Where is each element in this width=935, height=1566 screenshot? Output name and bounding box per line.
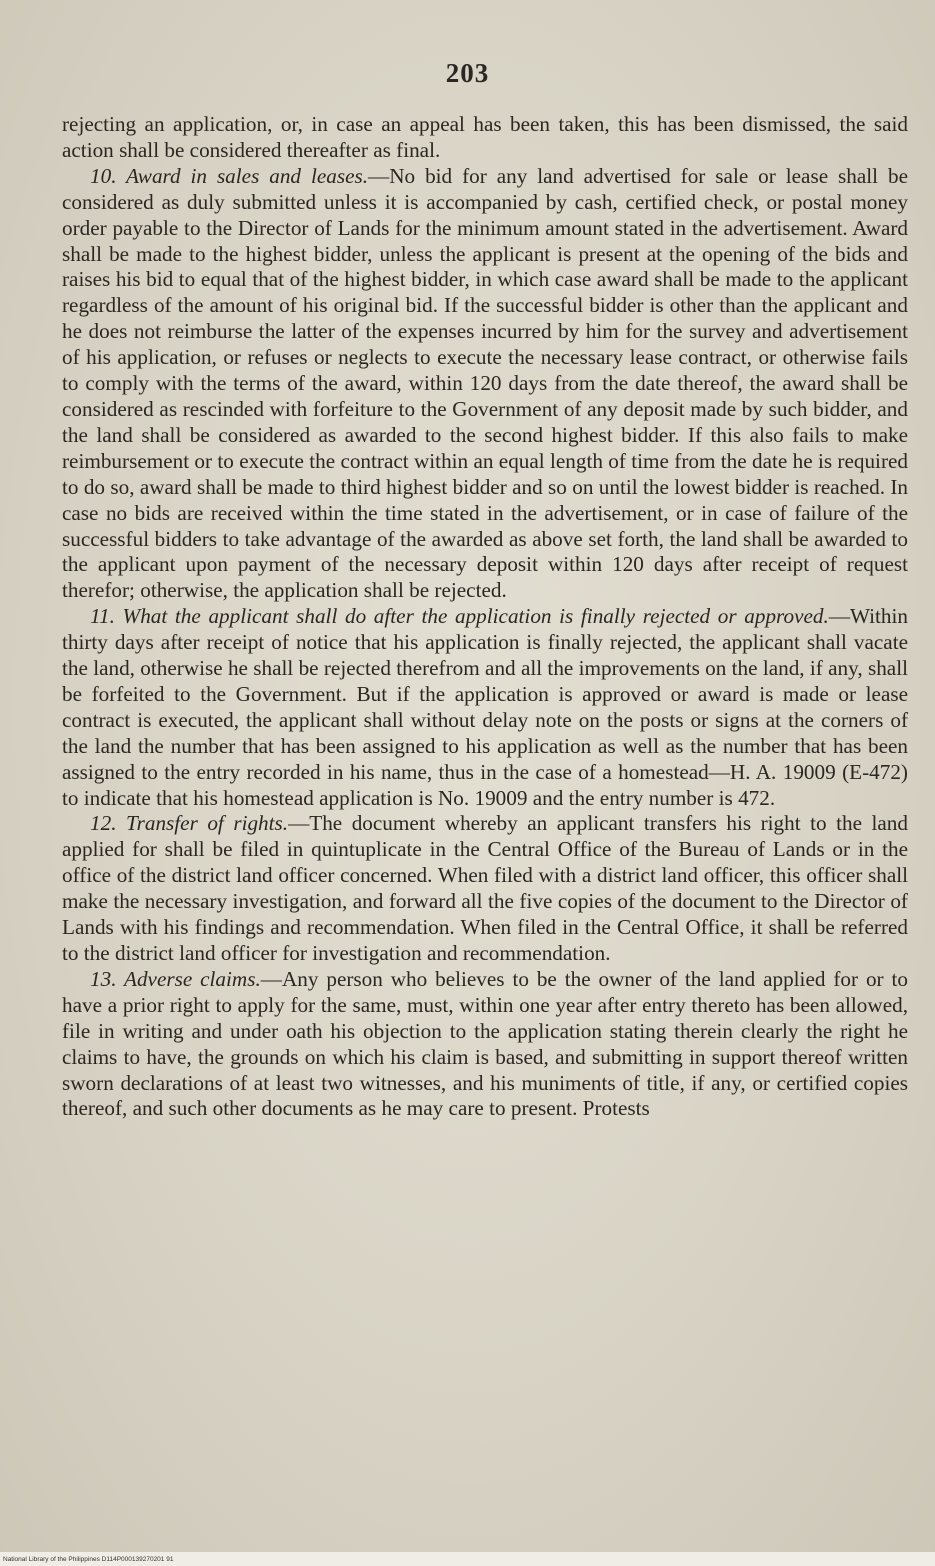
footer-text: National Library of the Philippines D114P000139270201 91 [3,1556,174,1563]
paragraph-section-11 [62,604,908,811]
paragraph-text: rejecting an application, or, in case an appeal has been taken, this has been dismissed, the said action shall be considered thereafter as final. [62,112,908,162]
footer-strip [0,1552,935,1566]
paragraph-section-12 [62,811,908,966]
paragraph-text: —The document whereby an applicant transfers his right to the land applied for shall be filed in quintuplicate in the Central Office of the Bureau of Lands or in the office of the district land officer concerned. When filed with a district land officer, this officer shall make the necessary investigation, and forward all the five copies of the document to the Director of Lands with his findings and recommendation. When filed in the Central Office, it shall be referred to the district land officer for investigation and recommendation. [62,811,908,965]
paragraph-text: —Any person who believes to be the owner of the land applied for or to have a prior right to apply for the same, must, within one year after entry thereto has been allowed, file in writing and under oath his objection to the application stating therein clearly the right he claims to have, the grounds on which his claim is based, and submitting in support thereof written sworn declarations of at least two witnesses, and his muniments of title, if any, or certified copies thereof, and such other documents as he may care to present. Protests [62,966,908,1121]
paragraph-section-10 [62,164,908,604]
section-title: 13. Adverse claims. [90,966,261,991]
section-title: 10. Award in sales and leases. [90,163,369,188]
paragraph-continuation [62,112,908,164]
body-text [62,112,908,1122]
paragraph-text: —Within thirty days after receipt of notice that his application is finally rejected, the applicant shall vacate the land, otherwise he shall be rejected therefrom and all the improvements on the land, if any, shall be forfeited to the Government. But if the application is approved or award is made or lease contract is executed, the applicant shall without delay note on the posts or signs at the corners of the land the number that has been assigned to his application as well as the number that has been assigned to the entry recorded in his name, thus in the case of a homestead—H. A. 19009 (E-472) to indicate that his homestead application is No. 19009 and the entry number is 472. [62,604,908,810]
paragraph-text: —No bid for any land advertised for sale or lease shall be considered as duly submitted unless it is accompanied by cash, certified check, or postal money order payable to the Director of Lands for the minimum amount stated in the advertisement. Award shall be made to the highest bidder, unless the applicant is present at the opening of the bids and raises his bid to equal that of the highest bidder, in which case award shall be made to the applicant regardless of the amount of his original bid. If the successful bidder is other than the applicant and he does not reimburse the latter of the expenses incurred by him for the survey and advertisement of his application, or refuses or neglects to execute the necessary lease contract, or otherwise fails to comply with the terms of the award, within 120 days from the date thereof, the award shall be considered as rescinded with forfeiture to the Government of any deposit made by such bidder, and the land shall be considered as awarded to the second highest bidder. If this also fails to make reimbursement or to execute the contract within an equal length of time from the date he is required to do so, award shall be made to third highest bidder and so on until the lowest bidder is reached. In case no bids are received within the time stated in the advertisement, or in case of failure of the successful bidders to take advantage of the awarded as above set forth, the land shall be awarded to the applicant upon payment of the necessary deposit within 120 days after receipt of request therefor; otherwise, the application shall be rejected. [62,163,908,603]
page-number: 203 [445,58,490,88]
section-title: 11. What the applicant shall do after the application is finally rejected or approved. [90,604,829,629]
paragraph-section-13 [62,967,908,1122]
section-title: 12. Transfer of rights. [90,811,289,836]
